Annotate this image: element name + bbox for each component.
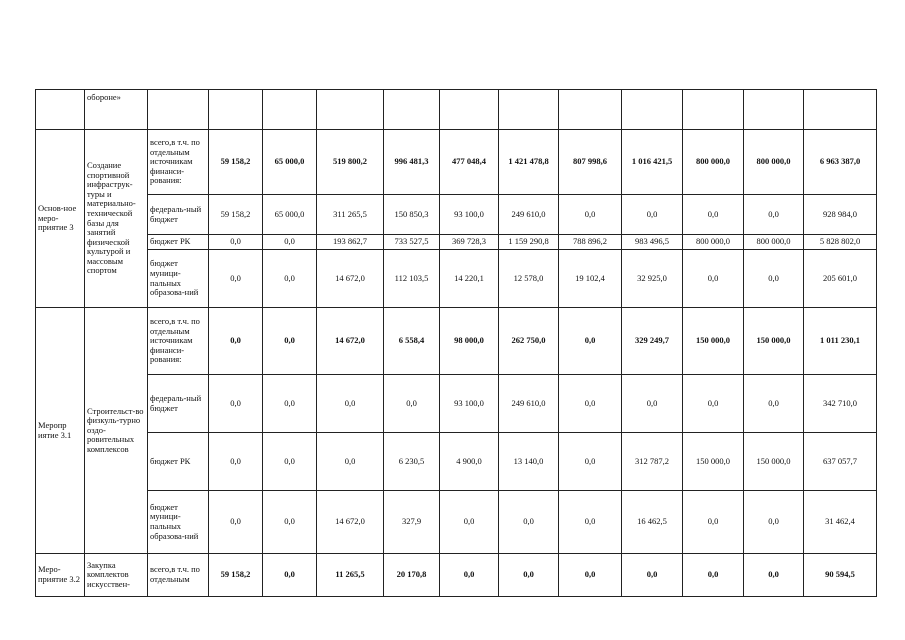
- value-cell: 93 100,0: [440, 375, 499, 433]
- value-cell: 0,0: [263, 308, 317, 375]
- value-cell: 1 016 421,5: [622, 130, 683, 195]
- value-cell: 0,0: [559, 195, 622, 235]
- value-cell: 0,0: [622, 195, 683, 235]
- value-cell: 477 048,4: [440, 130, 499, 195]
- cell-source: бюджет муници-пальных образова-ний: [148, 491, 209, 554]
- value-cell: 0,0: [622, 375, 683, 433]
- value-cell: 800 000,0: [744, 235, 804, 250]
- value-cell: 800 000,0: [683, 235, 744, 250]
- budget-table: [35, 89, 877, 597]
- table-row: [36, 554, 877, 597]
- value-cell: 996 481,3: [384, 130, 440, 195]
- value-cell: 800 000,0: [683, 130, 744, 195]
- cell-source: всего,в т.ч. по отдельным: [148, 554, 209, 597]
- value-cell: 193 862,7: [317, 235, 384, 250]
- cell-source: бюджет РК: [148, 433, 209, 491]
- table-row: [36, 235, 877, 250]
- value-cell: 0,0: [209, 308, 263, 375]
- value-cell: 1 159 290,8: [499, 235, 559, 250]
- value-cell: 807 998,6: [559, 130, 622, 195]
- value-cell: 0,0: [499, 554, 559, 597]
- value-cell: 0,0: [209, 375, 263, 433]
- total-cell: 6 963 387,0: [804, 130, 877, 195]
- value-cell: 0,0: [209, 250, 263, 308]
- value-cell: 0,0: [744, 554, 804, 597]
- value-cell: 327,9: [384, 491, 440, 554]
- cell-source: федераль-ный бюджет: [148, 375, 209, 433]
- cell-title: Закупка комплектов искусствен-: [85, 554, 148, 597]
- value-cell: 14 672,0: [317, 491, 384, 554]
- value-cell: 0,0: [263, 554, 317, 597]
- value-cell: 59 158,2: [209, 554, 263, 597]
- value-cell: 329 249,7: [622, 308, 683, 375]
- total-cell: 1 011 230,1: [804, 308, 877, 375]
- cell-source: бюджет муници-пальных образова-ний: [148, 250, 209, 308]
- value-cell: 788 896,2: [559, 235, 622, 250]
- value-cell: 369 728,3: [440, 235, 499, 250]
- value-cell: 0,0: [317, 433, 384, 491]
- value-cell: 98 000,0: [440, 308, 499, 375]
- value-cell: 0,0: [559, 308, 622, 375]
- cell-title: обороне»: [85, 90, 148, 130]
- cell-event: [36, 90, 85, 130]
- value-cell: 19 102,4: [559, 250, 622, 308]
- cell-event: Меропр иятие 3.1: [36, 308, 85, 554]
- value-cell: 0,0: [499, 491, 559, 554]
- value-cell: 93 100,0: [440, 195, 499, 235]
- total-cell: 342 710,0: [804, 375, 877, 433]
- value-cell: 112 103,5: [384, 250, 440, 308]
- value-cell: 6 558,4: [384, 308, 440, 375]
- value-cell: 0,0: [559, 554, 622, 597]
- value-cell: 1 421 478,8: [499, 130, 559, 195]
- cell-title: Строительст-во физкуль-турно оздо-ровительных комплексов: [85, 308, 148, 554]
- cell-source: [148, 90, 209, 130]
- value-cell: 0,0: [263, 433, 317, 491]
- value-cell: 800 000,0: [744, 130, 804, 195]
- value-cell: 0,0: [440, 554, 499, 597]
- value-cell: 262 750,0: [499, 308, 559, 375]
- value-cell: 0,0: [263, 491, 317, 554]
- value-cell: 150 850,3: [384, 195, 440, 235]
- value-cell: 0,0: [440, 491, 499, 554]
- table-row: [36, 491, 877, 554]
- value-cell: 150 000,0: [683, 433, 744, 491]
- value-cell: 13 140,0: [499, 433, 559, 491]
- value-cell: 150 000,0: [744, 308, 804, 375]
- value-cell: 0,0: [263, 235, 317, 250]
- value-cell: 0,0: [683, 491, 744, 554]
- value-cell: 0,0: [622, 554, 683, 597]
- cell-event: Меро-приятие 3.2: [36, 554, 85, 597]
- value-cell: 0,0: [683, 375, 744, 433]
- value-cell: 65 000,0: [263, 195, 317, 235]
- value-cell: 0,0: [209, 235, 263, 250]
- value-cell: 0,0: [317, 375, 384, 433]
- total-cell: 637 057,7: [804, 433, 877, 491]
- value-cell: 20 170,8: [384, 554, 440, 597]
- value-cell: 14 220,1: [440, 250, 499, 308]
- table-row: [36, 195, 877, 235]
- table-row: [36, 90, 877, 130]
- value-cell: 249 610,0: [499, 195, 559, 235]
- value-cell: 311 265,5: [317, 195, 384, 235]
- value-cell: 6 230,5: [384, 433, 440, 491]
- cell-source: федераль-ный бюджет: [148, 195, 209, 235]
- value-cell: 0,0: [263, 375, 317, 433]
- value-cell: 14 672,0: [317, 308, 384, 375]
- value-cell: 0,0: [744, 491, 804, 554]
- total-cell: 5 828 802,0: [804, 235, 877, 250]
- value-cell: 4 900,0: [440, 433, 499, 491]
- value-cell: 16 462,5: [622, 491, 683, 554]
- value-cell: 11 265,5: [317, 554, 384, 597]
- value-cell: 983 496,5: [622, 235, 683, 250]
- value-cell: 0,0: [744, 375, 804, 433]
- value-cell: 0,0: [683, 195, 744, 235]
- total-cell: 31 462,4: [804, 491, 877, 554]
- value-cell: 0,0: [683, 554, 744, 597]
- value-cell: 59 158,2: [209, 195, 263, 235]
- value-cell: 32 925,0: [622, 250, 683, 308]
- table-row: [36, 308, 877, 375]
- value-cell: 0,0: [384, 375, 440, 433]
- cell-event: Основ-ное меро-приятие 3: [36, 130, 85, 308]
- table-row: [36, 375, 877, 433]
- value-cell: 65 000,0: [263, 130, 317, 195]
- cell-source: всего,в т.ч. по отдельным источникам финанси-рования:: [148, 308, 209, 375]
- value-cell: 59 158,2: [209, 130, 263, 195]
- value-cell: 12 578,0: [499, 250, 559, 308]
- table-row: [36, 130, 877, 195]
- value-cell: 312 787,2: [622, 433, 683, 491]
- total-cell: 205 601,0: [804, 250, 877, 308]
- value-cell: 0,0: [744, 250, 804, 308]
- cell-title: Создание спортивной инфраструк-туры и материально-технической базы для занятий физической культурой и массовым спортом: [85, 130, 148, 308]
- value-cell: 0,0: [209, 433, 263, 491]
- value-cell: 0,0: [559, 375, 622, 433]
- value-cell: 150 000,0: [683, 308, 744, 375]
- cell-source: всего,в т.ч. по отдельным источникам финанси-рования:: [148, 130, 209, 195]
- table-row: [36, 433, 877, 491]
- value-cell: 249 610,0: [499, 375, 559, 433]
- table-row: [36, 250, 877, 308]
- value-cell: 519 800,2: [317, 130, 384, 195]
- value-cell: 0,0: [559, 491, 622, 554]
- value-cell: 0,0: [209, 491, 263, 554]
- total-cell: 928 984,0: [804, 195, 877, 235]
- value-cell: 14 672,0: [317, 250, 384, 308]
- value-cell: 150 000,0: [744, 433, 804, 491]
- value-cell: 0,0: [263, 250, 317, 308]
- value-cell: 733 527,5: [384, 235, 440, 250]
- value-cell: 0,0: [559, 433, 622, 491]
- cell-source: бюджет РК: [148, 235, 209, 250]
- value-cell: 0,0: [744, 195, 804, 235]
- value-cell: 0,0: [683, 250, 744, 308]
- total-cell: 90 594,5: [804, 554, 877, 597]
